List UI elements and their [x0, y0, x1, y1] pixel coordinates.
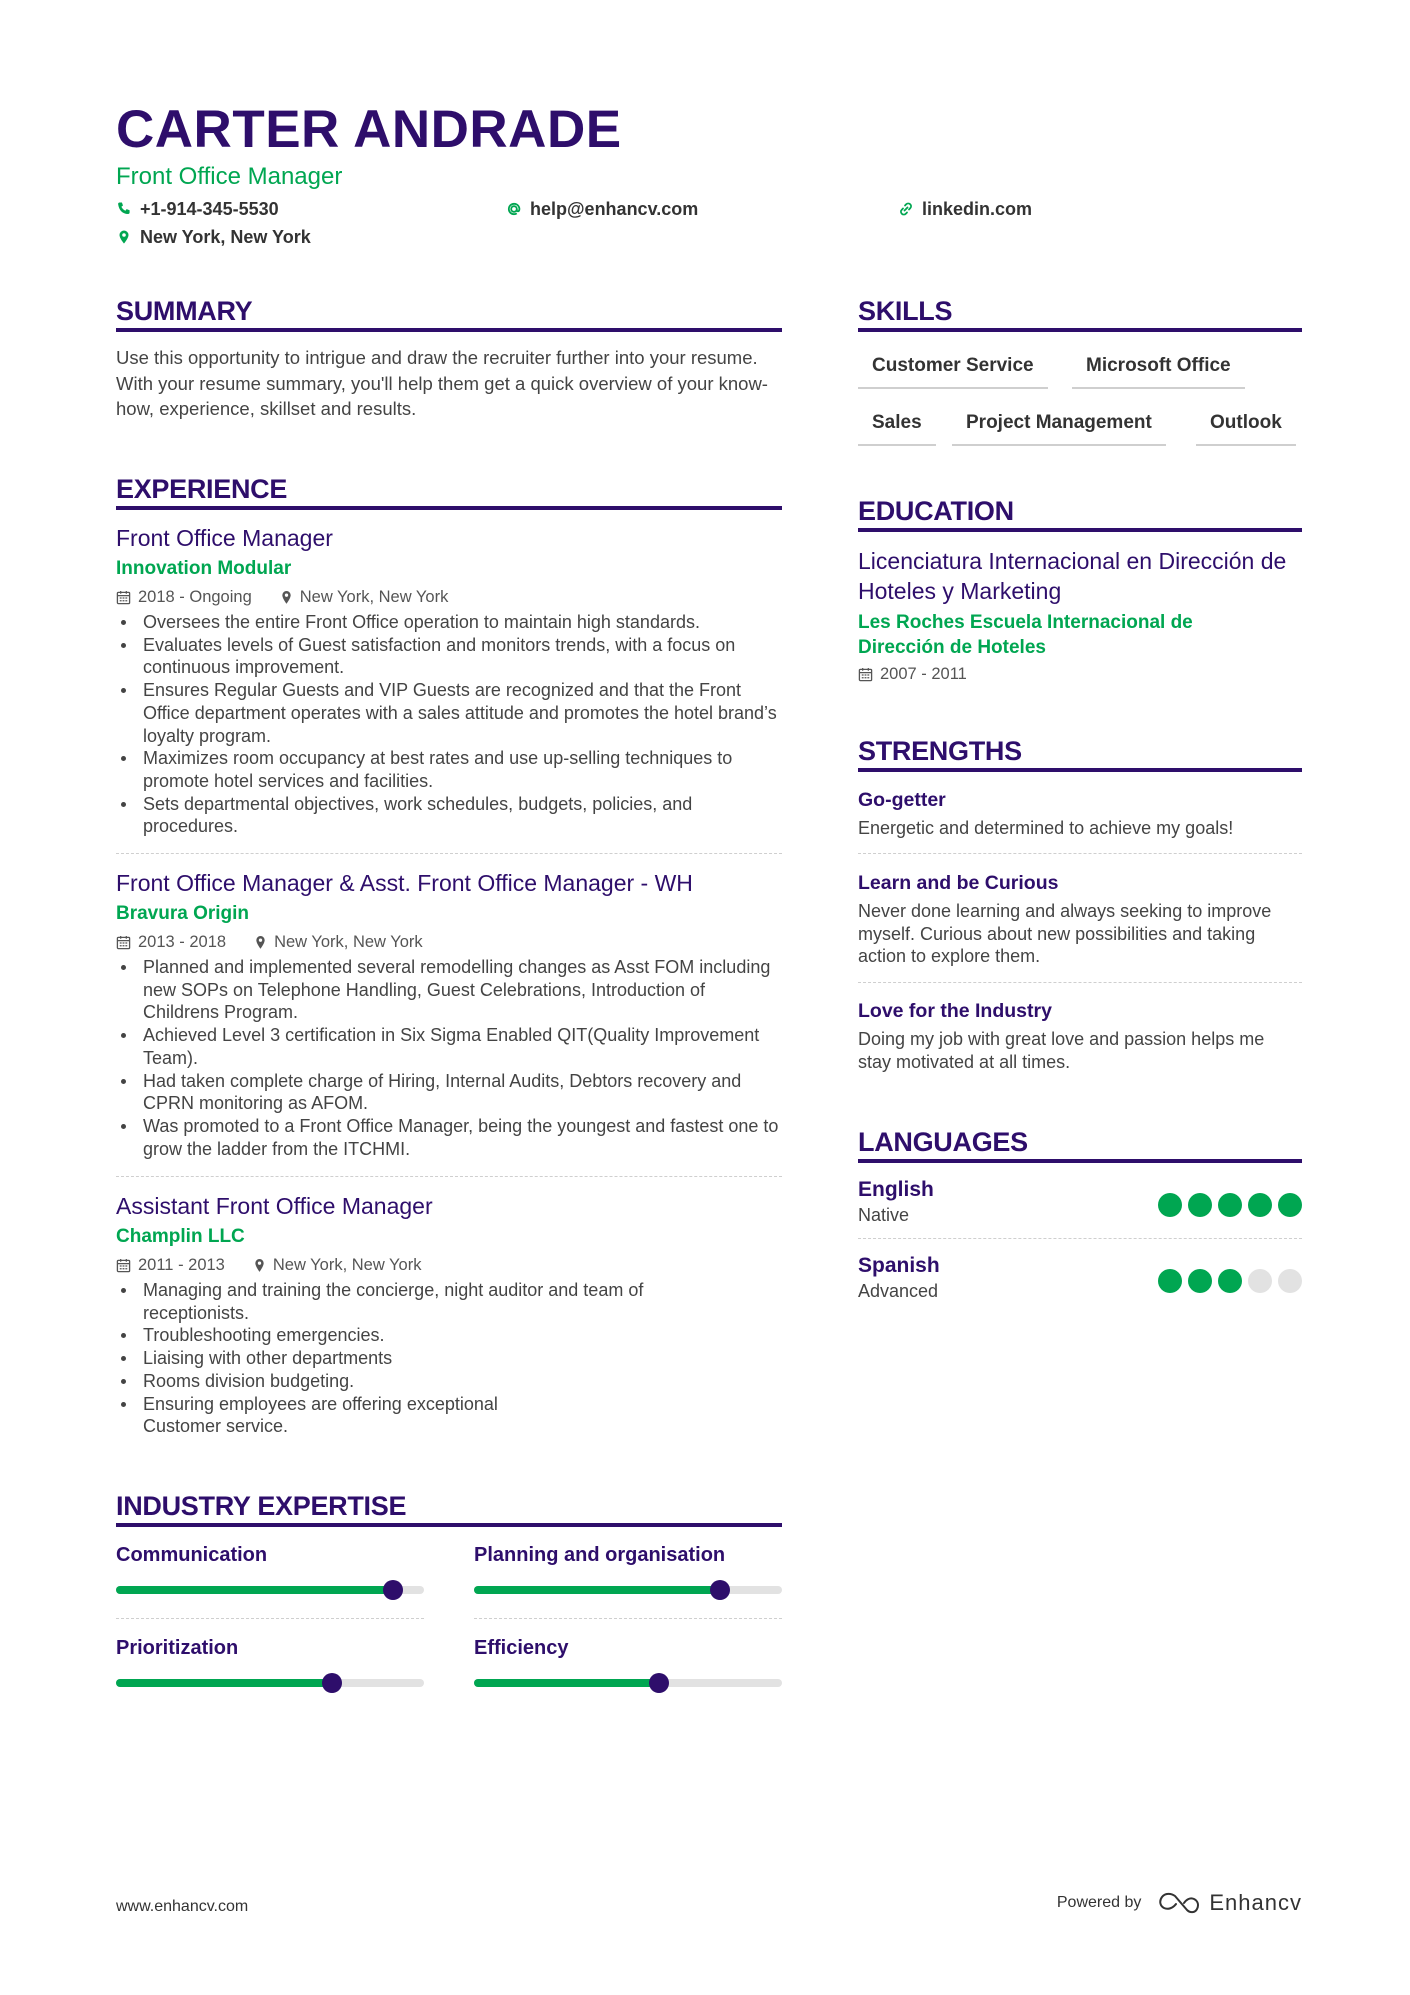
job-bullet: Liaising with other departments [116, 1347, 546, 1370]
strength-description: Energetic and determined to achieve my goals! [858, 818, 1234, 838]
job-bullet: Rooms division budgeting. [116, 1370, 546, 1393]
rating-dot-empty [1278, 1269, 1302, 1293]
education-rule [858, 528, 1302, 532]
expertise-bar [116, 1679, 424, 1687]
rating-dot-filled [1218, 1269, 1242, 1293]
job-location [254, 931, 423, 953]
location-pin-icon [253, 1258, 266, 1273]
skill-tag: Outlook [1196, 410, 1296, 446]
expertise-label: Efficiency [474, 1637, 569, 1659]
expertise-divider [474, 1618, 782, 1619]
job-title: Front Office Manager [116, 525, 333, 551]
job-bullet: Had taken complete charge of Hiring, Internal Audits, Debtors recovery and CPRN monitoring as AFOM. [116, 1070, 782, 1115]
candidate-name: CARTER ANDRADE [116, 100, 622, 159]
job-meta [116, 931, 782, 953]
rating-dot-filled [1158, 1269, 1182, 1293]
education-heading: EDUCATION [858, 496, 1014, 526]
calendar-icon [858, 667, 873, 682]
footer-website[interactable]: www.enhancv.com [116, 1898, 249, 1915]
job-location-text: New York, New York [274, 933, 423, 951]
job-meta [116, 586, 782, 608]
strength-item [858, 998, 1302, 1073]
language-rating [1158, 1193, 1302, 1217]
powered-by-text: Powered by [1056, 1894, 1142, 1911]
language-level: Native [858, 1205, 910, 1225]
strength-title: Go-getter [858, 789, 946, 811]
job-company: Champlin LLC [116, 1226, 245, 1247]
job-location [253, 1254, 422, 1276]
calendar-icon [116, 1258, 131, 1273]
expertise-bar-fill [474, 1679, 659, 1687]
link-icon [898, 201, 914, 217]
experience-heading: EXPERIENCE [116, 474, 288, 504]
job-dates: 2018 - Ongoing [138, 588, 252, 606]
expertise-bar-knob [649, 1673, 669, 1693]
job-company: Bravura Origin [116, 903, 250, 924]
job-bullet: Sets departmental objectives, work schedules, budgets, policies, and procedures. [116, 793, 782, 838]
job-bullet: Planned and implemented several remodelling changes as Asst FOM including new SOPs on Telephone Handling, Guest Celebrations, Introduction of Childrens Program. [116, 956, 782, 1024]
job-bullet: Managing and training the concierge, night auditor and team of receptionists. [116, 1279, 716, 1324]
rating-dot-filled [1218, 1193, 1242, 1217]
expertise-bar-knob [322, 1673, 342, 1693]
summary-text: Use this opportunity to intrigue and draw the recruiter further into your resume. With your resume summary, you'll help them get a quick overview of your know-how, experience, skillset and results. [116, 347, 768, 419]
phone-icon [116, 201, 132, 217]
education-school: Les Roches Escuela Internacional de Dirección de Hoteles [858, 612, 1193, 658]
job-bullet: Troubleshooting emergencies. [116, 1324, 546, 1347]
language-item [858, 1177, 1302, 1233]
job-meta [116, 1254, 782, 1276]
skill-tag: Project Management [952, 410, 1166, 446]
job-bullets [116, 611, 782, 838]
expertise-label: Communication [116, 1544, 268, 1566]
job-bullet: Evaluates levels of Guest satisfaction and monitors trends, with a focus on continuous improvement. [116, 634, 782, 679]
language-rating [1158, 1269, 1302, 1293]
enhancv-logo-icon [1155, 1891, 1201, 1915]
job-company: Innovation Modular [116, 558, 292, 579]
candidate-role: Front Office Manager [116, 163, 343, 190]
job-bullet: Ensuring employees are offering exceptional Customer service. [116, 1393, 546, 1438]
job-divider [116, 853, 782, 854]
calendar-icon [116, 935, 131, 950]
expertise-item [116, 1635, 424, 1687]
languages-rule [858, 1159, 1302, 1163]
expertise-item [474, 1635, 782, 1687]
job-location-text: New York, New York [299, 588, 449, 606]
skills-heading: SKILLS [858, 296, 953, 326]
industry-expertise-rule [116, 1523, 782, 1527]
at-icon [506, 201, 522, 217]
expertise-bar-knob [710, 1580, 730, 1600]
job-entry [116, 523, 782, 838]
strength-divider [858, 853, 1302, 854]
contact-email[interactable] [506, 198, 698, 220]
strength-title: Love for the Industry [858, 1000, 1052, 1022]
expertise-bar [474, 1679, 782, 1687]
job-title: Front Office Manager & Asst. Front Office Manager - WH [116, 870, 693, 896]
job-divider [116, 1176, 782, 1177]
job-bullet: Achieved Level 3 certification in Six Sigma Enabled QIT(Quality Improvement Team). [116, 1024, 782, 1069]
job-dates: 2013 - 2018 [138, 933, 227, 951]
language-name: Spanish [858, 1254, 940, 1277]
strength-description: Doing my job with great love and passion helps me stay motivated at all times. [858, 1029, 1265, 1072]
language-divider [858, 1238, 1302, 1239]
job-title: Assistant Front Office Manager [116, 1193, 433, 1219]
contact-phone[interactable] [116, 198, 279, 220]
job-bullet: Oversees the entire Front Office operation to maintain high standards. [116, 611, 782, 634]
job-entry [116, 868, 782, 1160]
strength-item [858, 787, 1302, 840]
expertise-bar-fill [474, 1586, 720, 1594]
strength-title: Learn and be Curious [858, 872, 1059, 894]
job-bullet: Ensures Regular Guests and VIP Guests are recognized and that the Front Office department operates with a sales attitude and promotes the hotel brand’s loyalty program. [116, 679, 782, 747]
contact-location [116, 226, 311, 248]
phone-text: +1-914-345-5530 [140, 199, 279, 219]
expertise-item [116, 1542, 424, 1594]
job-bullet: Was promoted to a Front Office Manager, being the youngest and fastest one to grow the ladder from the ITCHMI. [116, 1115, 782, 1160]
rating-dot-filled [1188, 1269, 1212, 1293]
job-bullets [116, 956, 782, 1160]
rating-dot-filled [1278, 1193, 1302, 1217]
job-entry [116, 1191, 782, 1438]
expertise-divider [116, 1618, 424, 1619]
brand-name: Enhancv [1209, 1890, 1302, 1915]
job-dates: 2011 - 2013 [138, 1256, 225, 1274]
email-text: help@enhancv.com [530, 199, 699, 219]
expertise-bar-fill [116, 1586, 393, 1594]
location-pin-icon [254, 935, 267, 950]
experience-rule [116, 506, 782, 510]
location-pin-icon [280, 590, 293, 605]
job-location-text: New York, New York [272, 1256, 422, 1274]
expertise-bar [116, 1586, 424, 1594]
linkedin-text: linkedin.com [922, 199, 1033, 219]
strength-divider [858, 982, 1302, 983]
education-degree: Licenciatura Internacional en Dirección de Hoteles y Marketing [858, 548, 1287, 604]
job-location [280, 586, 449, 608]
location-text: New York, New York [140, 227, 311, 247]
brand[interactable] [1155, 1890, 1302, 1916]
rating-dot-empty [1248, 1269, 1272, 1293]
skill-tag: Customer Service [858, 353, 1048, 389]
education-dates-text: 2007 - 2011 [880, 665, 967, 683]
language-level: Advanced [858, 1281, 939, 1301]
skill-tag: Microsoft Office [1072, 353, 1245, 389]
skills-rule [858, 328, 1302, 332]
rating-dot-filled [1158, 1193, 1182, 1217]
strengths-rule [858, 768, 1302, 772]
strength-description: Never done learning and always seeking to improve myself. Curious about new possibilities and taking action to explore them. [858, 901, 1272, 967]
location-pin-icon [116, 229, 132, 245]
calendar-icon [116, 590, 131, 605]
job-bullet: Maximizes room occupancy at best rates and use up-selling techniques to promote hotel services and facilities. [116, 747, 782, 792]
summary-heading: SUMMARY [116, 296, 253, 326]
rating-dot-filled [1248, 1193, 1272, 1217]
industry-expertise-heading: INDUSTRY EXPERTISE [116, 1491, 407, 1521]
education-dates [858, 663, 967, 685]
language-name: English [858, 1178, 934, 1201]
footer-powered-by [1057, 1890, 1302, 1916]
expertise-label: Prioritization [116, 1637, 239, 1659]
skill-tag: Sales [858, 410, 936, 446]
expertise-bar-fill [116, 1679, 332, 1687]
contact-linkedin[interactable] [898, 198, 1032, 220]
job-bullets [116, 1279, 644, 1438]
expertise-bar-knob [383, 1580, 403, 1600]
rating-dot-filled [1188, 1193, 1212, 1217]
expertise-bar [474, 1586, 782, 1594]
expertise-item [474, 1542, 782, 1594]
languages-heading: LANGUAGES [858, 1127, 1028, 1157]
strength-item [858, 870, 1302, 968]
strengths-heading: STRENGTHS [858, 736, 1022, 766]
language-item [858, 1253, 1302, 1309]
expertise-label: Planning and organisation [474, 1544, 726, 1566]
summary-rule [116, 328, 782, 332]
